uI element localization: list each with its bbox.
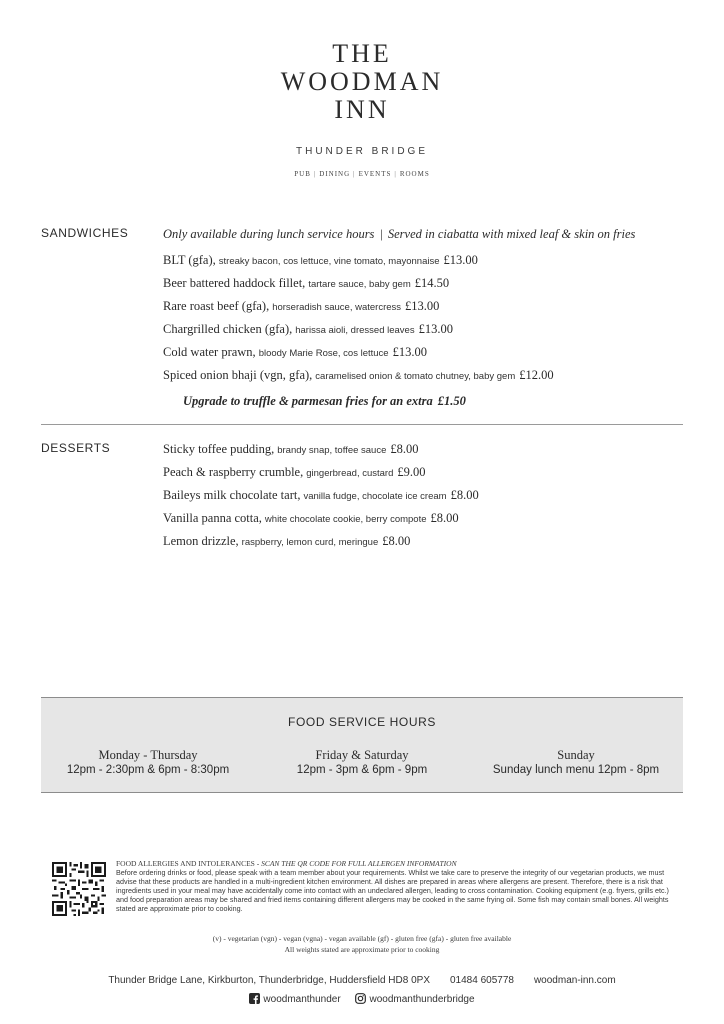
service-hours-panel bbox=[41, 697, 683, 793]
item-description: gingerbread, custard bbox=[306, 468, 394, 479]
item-description: streaky bacon, cos lettuce, vine tomato, mayonnaise bbox=[218, 256, 440, 267]
sandwiches-heading: SANDWICHES bbox=[41, 226, 129, 240]
menu-item bbox=[163, 461, 479, 484]
item-description: brandy snap, toffee sauce bbox=[277, 445, 387, 456]
hours-day-label: Friday & Saturday bbox=[315, 748, 409, 762]
upgrade-price: £1.50 bbox=[437, 394, 466, 408]
instagram-handle: woodmanthunderbridge bbox=[369, 994, 475, 1005]
menu-item bbox=[163, 318, 554, 341]
sandwiches-note bbox=[163, 227, 635, 242]
tag-events: EVENTS bbox=[358, 170, 392, 178]
logo-line-3: INN bbox=[334, 95, 390, 124]
item-price: £8.00 bbox=[382, 534, 411, 548]
menu-item bbox=[163, 295, 554, 318]
item-name: Cold water prawn, bbox=[163, 345, 256, 359]
item-name: Sticky toffee pudding, bbox=[163, 442, 275, 456]
menu-item bbox=[163, 341, 554, 364]
hours-time-range: 12pm - 3pm & 6pm - 9pm bbox=[296, 764, 428, 776]
hours-sunday bbox=[469, 748, 683, 778]
item-description: harissa aioli, dressed leaves bbox=[295, 325, 415, 336]
facebook-handle: woodmanthunder bbox=[263, 994, 341, 1005]
venue-tags: PUB | DINING | EVENTS | ROOMS bbox=[294, 170, 430, 178]
menu-item bbox=[163, 272, 554, 295]
allergen-body: Before ordering drinks or food, please speak with a team member about your requirements. Whilst we take care to preserve the integrity of our vegetarian products, we must advise that these products are handled in a multi-ingredient kitchen environment. All dishes are prepared in areas where allergens are present. Therefore, there is a risk that ingredients used in your meal may have accidentally come into contact with an undeclared allergen, leading to cross contamination. Cooking equipment (e.g. fryers, grills etc.) and food preparation areas may be shared and fried items containing different allergens may be cooked in the same frying oil. Some fish may contain small bones. All weights stated are approximate prior to cooking. bbox=[116, 868, 669, 913]
menu-item bbox=[163, 249, 554, 272]
item-price: £8.00 bbox=[450, 488, 479, 502]
item-description: vanilla fudge, chocolate ice cream bbox=[303, 491, 447, 502]
desserts-heading: DESSERTS bbox=[41, 441, 111, 455]
item-price: £13.00 bbox=[418, 322, 453, 336]
item-price: £13.00 bbox=[405, 299, 440, 313]
note-separator: | bbox=[379, 227, 383, 241]
item-name: Beer battered haddock fillet, bbox=[163, 276, 306, 290]
hours-fri-sat bbox=[255, 748, 469, 778]
item-description: raspberry, lemon curd, meringue bbox=[241, 537, 379, 548]
menu-item bbox=[163, 530, 479, 553]
qr-scan-instruction: SCAN THE QR CODE FOR FULL ALLERGEN INFORMATION bbox=[261, 859, 457, 868]
item-name: Rare roast beef (gfa), bbox=[163, 299, 270, 313]
fries-upgrade-note bbox=[183, 394, 466, 409]
footer-contact bbox=[0, 975, 724, 986]
item-description: bloody Marie Rose, cos lettuce bbox=[258, 348, 389, 359]
hours-day-label: Sunday bbox=[557, 748, 595, 762]
allergen-qr-code[interactable] bbox=[52, 862, 106, 916]
logo-line-1: THE bbox=[332, 39, 392, 68]
tag-rooms: ROOMS bbox=[399, 170, 430, 178]
item-name: BLT (gfa), bbox=[163, 253, 216, 267]
social-links bbox=[0, 993, 724, 1005]
allergen-title: FOOD ALLERGIES AND INTOLERANCES - bbox=[116, 859, 260, 868]
item-price: £9.00 bbox=[397, 465, 426, 479]
location-subtitle: THUNDER BRIDGE bbox=[295, 146, 428, 157]
item-name: Chargrilled chicken (gfa), bbox=[163, 322, 293, 336]
item-name: Peach & raspberry crumble, bbox=[163, 465, 304, 479]
menu-item bbox=[163, 484, 479, 507]
desserts-list bbox=[163, 438, 479, 553]
facebook-icon bbox=[249, 993, 260, 1004]
item-description: tartare sauce, baby gem bbox=[308, 279, 411, 290]
item-name: Vanilla panna cotta, bbox=[163, 511, 262, 525]
footer-phone[interactable]: 01484 605778 bbox=[449, 975, 514, 986]
dietary-legend: (v) - vegetarian (vgn) - vegan (vgna) - vegan available (gf) - gluten free (gfa) - gluten free available bbox=[212, 934, 512, 943]
tag-pub: PUB bbox=[294, 170, 311, 178]
section-divider bbox=[41, 424, 683, 425]
item-price: £13.00 bbox=[392, 345, 427, 359]
sandwiches-note-serving: Served in ciabatta with mixed leaf & skin on fries bbox=[387, 227, 636, 241]
hours-time-range: 12pm - 2:30pm & 6pm - 8:30pm bbox=[66, 764, 230, 776]
item-price: £13.00 bbox=[443, 253, 478, 267]
item-price: £14.50 bbox=[414, 276, 450, 290]
item-description: white chocolate cookie, berry compote bbox=[264, 514, 427, 525]
logo-line-2: WOODMAN bbox=[280, 67, 444, 96]
item-name: Spiced onion bhaji (vgn, gfa), bbox=[163, 368, 313, 382]
instagram-icon bbox=[355, 993, 366, 1004]
item-name: Baileys milk chocolate tart, bbox=[163, 488, 301, 502]
item-description: horseradish sauce, watercress bbox=[272, 302, 402, 313]
footer-address: Thunder Bridge Lane, Kirkburton, Thunderbridge, Huddersfield HD8 0PX bbox=[108, 975, 430, 986]
item-name: Lemon drizzle, bbox=[163, 534, 239, 548]
weights-note: All weights stated are approximate prior to cooking bbox=[284, 945, 440, 954]
item-description: caramelised onion & tomato chutney, baby gem bbox=[315, 371, 516, 382]
hours-day-label: Monday - Thursday bbox=[98, 748, 198, 762]
allergen-heading bbox=[116, 859, 682, 868]
facebook-link[interactable] bbox=[249, 993, 340, 1005]
logo bbox=[0, 40, 724, 178]
sandwiches-list bbox=[163, 249, 554, 387]
hours-weekday bbox=[41, 748, 255, 778]
tag-dining: DINING bbox=[319, 170, 351, 178]
hours-time-range: Sunday lunch menu 12pm - 8pm bbox=[492, 764, 660, 776]
item-price: £12.00 bbox=[519, 368, 554, 382]
item-price: £8.00 bbox=[430, 511, 459, 525]
sandwiches-note-hours: Only available during lunch service hours bbox=[163, 227, 375, 241]
footer-website[interactable]: woodman-inn.com bbox=[533, 975, 616, 986]
item-price: £8.00 bbox=[390, 442, 419, 456]
service-hours-title: FOOD SERVICE HOURS bbox=[288, 715, 436, 729]
upgrade-text: Upgrade to truffle & parmesan fries for an extra bbox=[183, 394, 433, 408]
instagram-link[interactable] bbox=[355, 993, 474, 1005]
menu-item bbox=[163, 438, 479, 461]
allergen-notice bbox=[116, 859, 682, 913]
menu-item bbox=[163, 364, 554, 387]
menu-item bbox=[163, 507, 479, 530]
